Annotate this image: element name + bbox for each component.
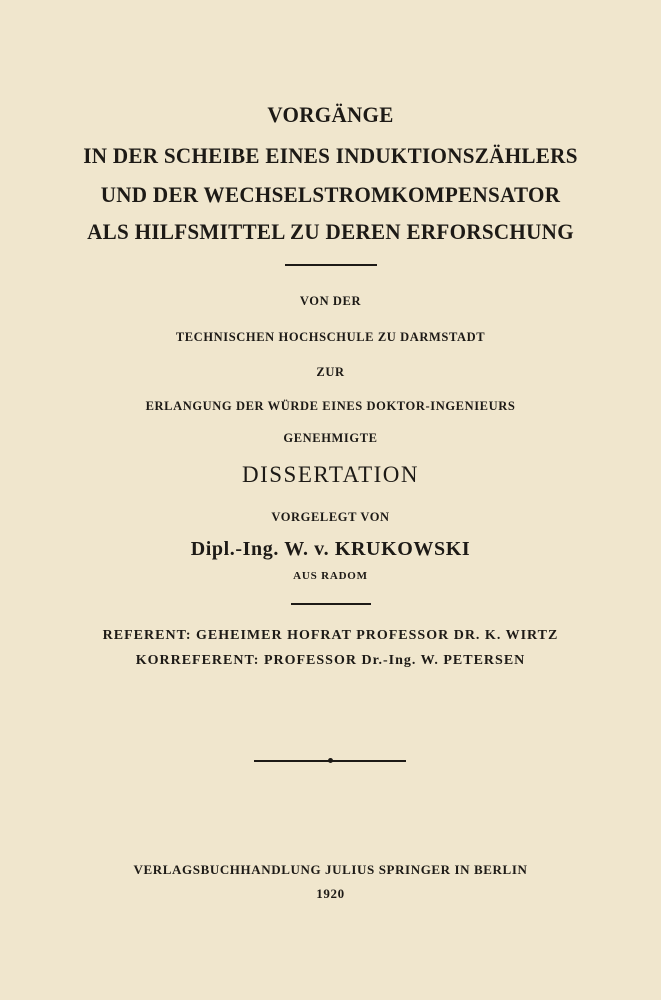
title-line-3: UND DER WECHSELSTROMKOMPENSATOR [100, 182, 561, 207]
publisher-name: VERLAGSBUCHHANDLUNG JULIUS SPRINGER IN BERLIN [133, 862, 528, 877]
korreferent-line: KORREFERENT: PROFESSOR Dr.-Ing. W. PETERSEN [135, 653, 526, 668]
degree-purpose: ERLANGUNG DER WÜRDE EINES DOKTOR-INGENIEURS [145, 399, 516, 413]
title-line-1: VORGÄNGE [267, 102, 394, 127]
institution-name: TECHNISCHEN HOCHSCHULE ZU DARMSTADT [175, 330, 486, 344]
author-divider [291, 603, 371, 605]
genehmigte-text: GENEHMIGTE [283, 431, 378, 445]
title-divider [285, 264, 377, 266]
dissertation-heading: DISSERTATION [241, 462, 420, 487]
referent-line: REFERENT: GEHEIMER HOFRAT PROFESSOR DR. K. WIRTZ [102, 628, 559, 643]
author-name: Dipl.-Ing. W. v. KRUKOWSKI [190, 538, 471, 560]
zur-text: ZUR [316, 365, 345, 379]
von-der-text: VON DER [299, 294, 362, 308]
vorgelegt-text: VORGELEGT VON [271, 510, 390, 524]
publication-year: 1920 [316, 886, 345, 901]
title-line-4: ALS HILFSMITTEL ZU DEREN ERFORSCHUNG [87, 219, 574, 244]
author-origin: AUS RADOM [293, 570, 368, 582]
title-line-2: IN DER SCHEIBE EINES INDUKTIONSZÄHLERS [83, 143, 578, 168]
ornament-dot [328, 758, 333, 763]
